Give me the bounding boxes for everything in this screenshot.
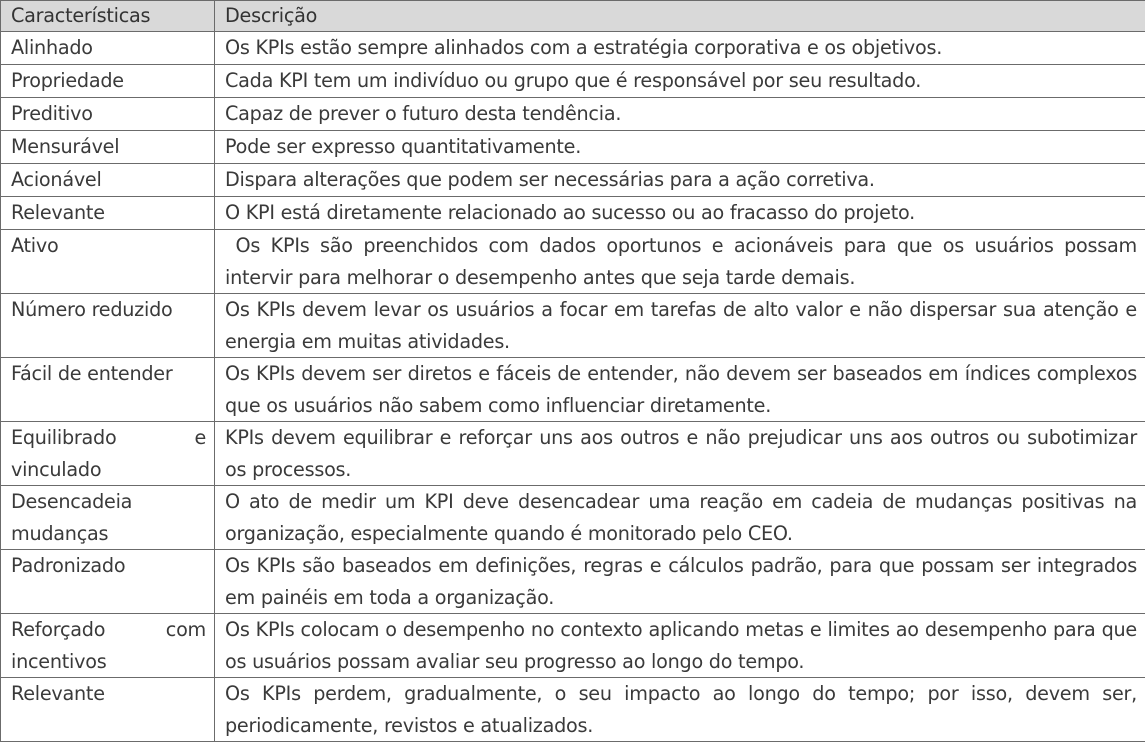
- feature-cell: Ativo: [1, 230, 215, 294]
- feature-cell: Propriedade: [1, 65, 215, 98]
- description-cell: Os KPIs são baseados em definições, regras e cálculos padrão, para que possam ser integrados em painéis em toda a organização.: [215, 550, 1145, 614]
- table-row: [1, 422, 1145, 486]
- description-cell: Os KPIs colocam o desempenho no contexto aplicando metas e limites ao desempenho para que os usuários possam avaliar seu progresso ao longo do tempo.: [215, 614, 1145, 678]
- description-cell: Os KPIs devem ser diretos e fáceis de entender, não devem ser baseados em índices complexos que os usuários não sabem como influenciar diretamente.: [215, 358, 1145, 422]
- table-row: [1, 486, 1145, 550]
- table-row: [1, 65, 1145, 98]
- table-row: [1, 358, 1145, 422]
- description-cell: Os KPIs devem levar os usuários a focar em tarefas de alto valor e não dispersar sua atenção e energia em muitas atividades.: [215, 294, 1145, 358]
- table-row: [1, 614, 1145, 678]
- feature-cell: Relevante: [1, 197, 215, 230]
- description-cell: O KPI está diretamente relacionado ao sucesso ou ao fracasso do projeto.: [215, 197, 1145, 230]
- description-cell: Pode ser expresso quantitativamente.: [215, 131, 1145, 164]
- table-header-row: [1, 1, 1145, 32]
- feature-cell: Preditivo: [1, 98, 215, 131]
- description-cell: Capaz de prever o futuro desta tendência.: [215, 98, 1145, 131]
- table-row: [1, 32, 1145, 65]
- feature-cell: Equilibrado e vinculado: [1, 422, 215, 486]
- table-row: [1, 230, 1145, 294]
- description-cell: Os KPIs estão sempre alinhados com a estratégia corporativa e os objetivos.: [215, 32, 1145, 65]
- description-cell: Dispara alterações que podem ser necessárias para a ação corretiva.: [215, 164, 1145, 197]
- table-row: [1, 197, 1145, 230]
- feature-cell: Fácil de entender: [1, 358, 215, 422]
- feature-cell: Relevante: [1, 678, 215, 742]
- table-row: [1, 98, 1145, 131]
- table-row: [1, 550, 1145, 614]
- table-row: [1, 678, 1145, 742]
- feature-cell: Acionável: [1, 164, 215, 197]
- description-cell: O ato de medir um KPI deve desencadear uma reação em cadeia de mudanças positivas na organização, especialmente quando é monitorado pelo CEO.: [215, 486, 1145, 550]
- description-cell: Os KPIs são preenchidos com dados oportunos e acionáveis para que os usuários possam intervir para melhorar o desempenho antes que seja tarde demais.: [215, 230, 1145, 294]
- feature-cell: Padronizado: [1, 550, 215, 614]
- header-characteristics: Características: [1, 1, 215, 32]
- feature-cell: Alinhado: [1, 32, 215, 65]
- table-row: [1, 131, 1145, 164]
- table-row: [1, 294, 1145, 358]
- table-row: [1, 164, 1145, 197]
- feature-cell: Mensurável: [1, 131, 215, 164]
- description-cell: Os KPIs perdem, gradualmente, o seu impacto ao longo do tempo; por isso, devem ser, periodicamente, revistos e atualizados.: [215, 678, 1145, 742]
- description-cell: KPIs devem equilibrar e reforçar uns aos outros e não prejudicar uns aos outros ou subotimizar os processos.: [215, 422, 1145, 486]
- description-cell: Cada KPI tem um indivíduo ou grupo que é responsável por seu resultado.: [215, 65, 1145, 98]
- feature-cell: Reforçado com incentivos: [1, 614, 215, 678]
- feature-cell: Desencadeia mudanças: [1, 486, 215, 550]
- header-description: Descrição: [215, 1, 1145, 32]
- feature-cell: Número reduzido: [1, 294, 215, 358]
